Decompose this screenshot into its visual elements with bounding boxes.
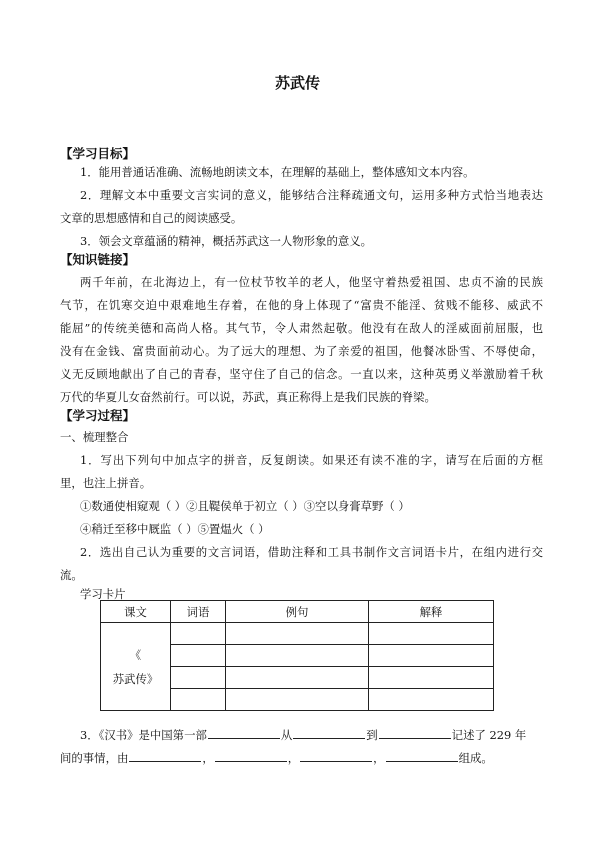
objective-item-2: 2．理解文本中重要文言实词的意义，能够结合注释疏通文句，运用多种方式恰当地表达 [80,188,543,202]
objective-item-1: 1．能用普通话准确、流畅地朗读文本，在理解的基础上，整体感知文本内容。 [80,165,475,179]
objective-item-2-cont: 文章的思想感情和自己的阅读感受。 [60,211,243,225]
separator: ， [373,751,385,765]
question-1-line-2: 里，也注上拼音。 [60,476,152,490]
question-2-line-1: 2．选出自己认为重要的文言词语，借助注释和工具书制作文言词语卡片，在组内进行交 [80,545,543,559]
knowledge-line-3: 能屈”的传统美德和高尚人格。其气节，令人肃然起敬。他没有在敌人的淫威面前屈服，也 [60,321,543,335]
knowledge-line-6: 万代的华夏儿女奋然前行。可以说，苏武，真正称得上是我们民族的脊梁。 [60,390,436,404]
answer-blank[interactable] [293,727,365,739]
card-cell[interactable] [226,623,369,645]
card-cell[interactable] [226,645,369,667]
card-cell[interactable] [171,667,226,689]
knowledge-line-5: 义无反顾地献出了自己的青春，坚守住了自己的信念。一直以来，这种英勇义举激励着千秋 [60,367,543,381]
header-course: 课文 [101,601,171,623]
document-title: 苏武传 [274,74,320,92]
card-cell[interactable] [226,689,369,711]
question-2-line-2: 流。 [60,568,83,582]
knowledge-line-4: 没有在金钱、富贵面前动心。为了远大的理想、为了亲爱的祖国，他餐冰卧雪、不辱使命， [60,344,543,358]
card-cell[interactable] [171,645,226,667]
header-explanation: 解释 [369,601,494,623]
card-cell[interactable] [369,623,494,645]
separator: ， [287,751,300,765]
question-3-to: 到 [366,728,378,742]
question-1-items-1: ①数通使相窥观（ ）②且鞮侯单于初立（ ）③空以身膏草野（ ） [80,499,410,513]
question-3-from: 从 [280,728,293,742]
knowledge-line-2: 气节，在饥寒交迫中艰难地生存着，在他的身上体现了“富贵不能淫、贫贱不能移、威武不 [60,298,543,312]
answer-blank[interactable] [379,727,451,739]
card-cell[interactable] [369,645,494,667]
answer-blank[interactable] [300,750,372,762]
header-word: 词语 [171,601,226,623]
answer-blank[interactable] [386,750,458,762]
card-cell[interactable] [369,667,494,689]
question-3-line-2 [60,750,493,765]
question-3-line-2-prefix: 间的事情，由 [60,751,129,765]
card-cell[interactable] [171,689,226,711]
card-cell[interactable] [226,667,369,689]
answer-blank[interactable] [208,727,280,739]
separator: ， [202,751,214,765]
study-card-table [100,600,494,711]
question-3-line-1 [80,727,526,742]
question-3-prefix: 3．《汉书》是中国第一部 [80,728,207,742]
knowledge-line-1: 两千年前，在北海边上，有一位杖节牧羊的老人，他坚守着热爱祖国、忠贞不渝的民族 [80,275,543,289]
course-name-line-1: 《 [129,647,142,662]
knowledge-heading: 【知识链接】 [60,252,136,267]
objectives-heading: 【学习目标】 [60,146,136,161]
course-name-line-2: 苏武传》 [112,671,159,686]
question-3-end: 组成。 [458,751,493,765]
header-example: 例句 [226,601,369,623]
question-1-line-1: 1．写出下列句中加点字的拼音，反复朗读。如果还有读不准的字，请写在后面的方框 [80,453,543,467]
question-3-recorded: 记述了 229 年 [451,728,527,742]
question-1-items-2: ④稍迁至移中厩监（ ）⑤置煴火（ ） [80,522,270,536]
objective-item-3: 3．领会文章蕴涵的精神，概括苏武这一人物形象的意义。 [80,234,373,248]
answer-blank[interactable] [129,750,201,762]
process-heading: 【学习过程】 [60,408,136,423]
card-cell[interactable] [369,689,494,711]
answer-blank[interactable] [215,750,287,762]
card-cell[interactable] [171,623,226,645]
section-title: 一、梳理整合 [60,430,129,444]
card-label: 学习卡片 [80,587,126,601]
course-cell [101,623,171,711]
